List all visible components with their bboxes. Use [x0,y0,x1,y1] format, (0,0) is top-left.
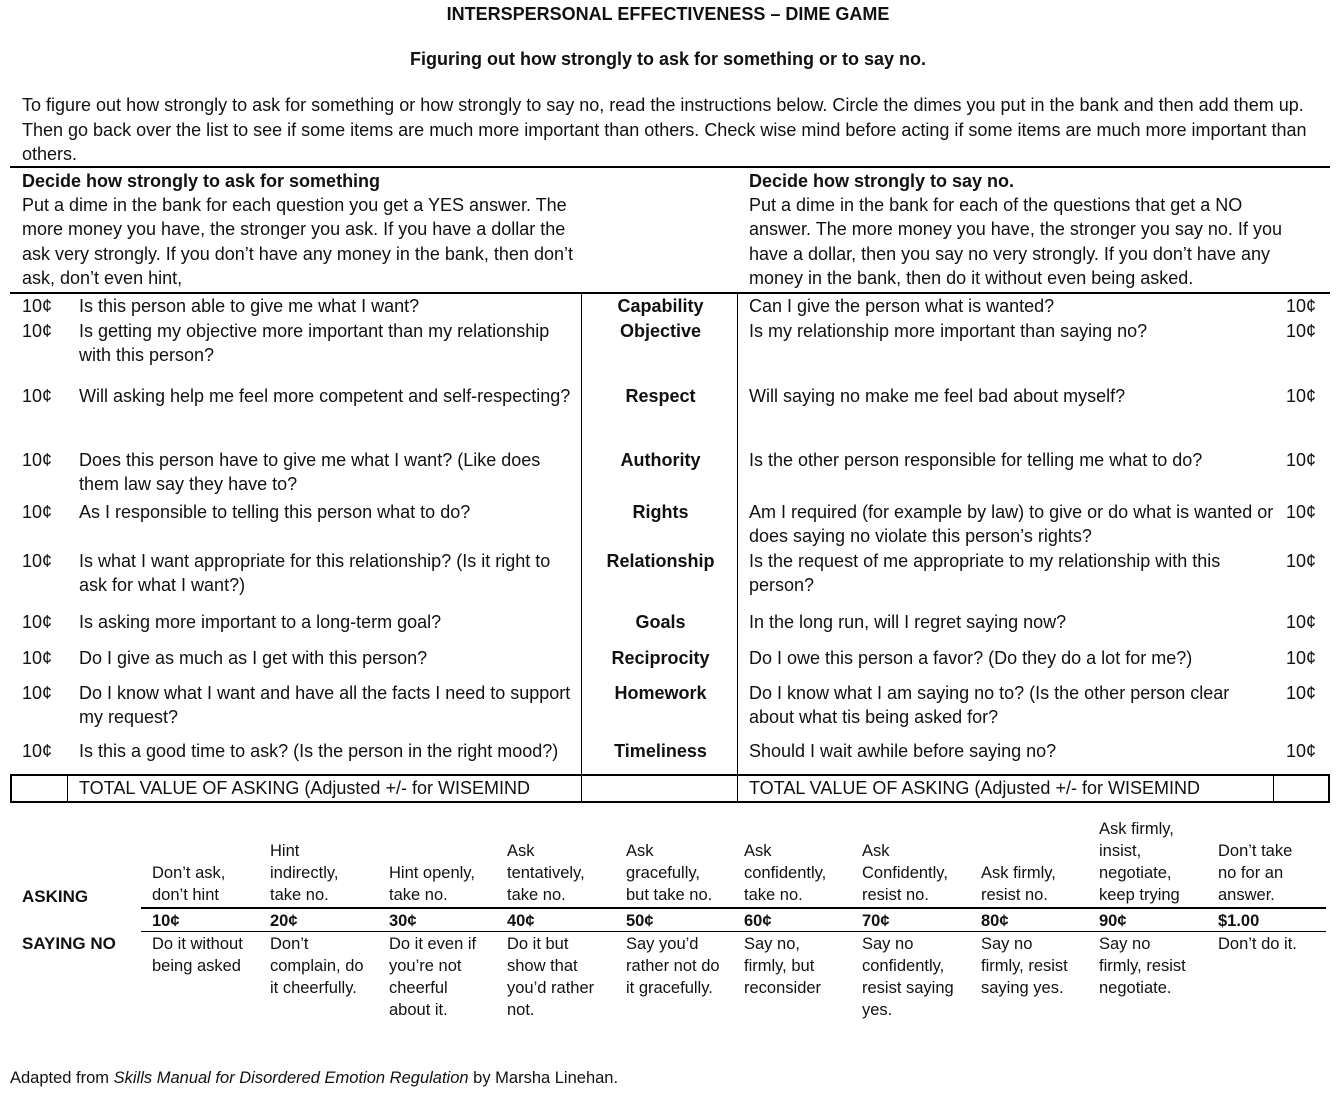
scale-asking-line: Don’t take [1218,842,1293,860]
scale-value: 30¢ [389,912,417,930]
ask-dime: 10¢ [22,450,53,470]
no-header [749,169,1304,290]
scale-asking-line: answer. [1218,886,1275,904]
no-dime: 10¢ [1286,741,1317,761]
no-question: Do I owe this person a favor? (Do they do a lot for me?) [749,648,1193,668]
scale-asking-line: Ask firmly, [1099,820,1174,838]
category-label: Objective [619,321,702,341]
scale-asking-line: insist, [1099,842,1142,860]
scale-asking-line: take no. [389,886,448,904]
scale-saying-no-line: about it. [389,1001,448,1019]
category-label: Rights [632,502,689,522]
category-label: Reciprocity [611,648,710,668]
page-subtitle: Figuring out how strongly to ask for something or to say no. [409,49,926,69]
ask-dime: 10¢ [22,551,53,571]
scale-top-rule [141,907,1326,909]
ask-question: Do I know what I want and have all the facts I need to support my request? [79,683,571,727]
scale-asking-line: take no. [507,886,566,904]
scale-asking-text [981,862,1056,906]
no-question: In the long run, will I regret saying now? [749,612,1067,632]
scale-saying-no-line: not. [507,1001,535,1019]
scale-saying-no-line: Say no [981,935,1033,953]
scale-saying-no-line: being asked [152,957,241,975]
scale-saying-no-line: Do it but [507,935,569,953]
category-label: Authority [620,450,701,470]
no-question: Is the other person responsible for telling me what to do? [749,450,1203,470]
total-right-label: TOTAL VALUE OF ASKING (Adjusted +/- for WISEMIND [749,778,1200,798]
scale-asking-line: tentatively, [507,864,585,882]
scale-asking-text [507,840,585,906]
ask-question: Is this a good time to ask? (Is the person in the right mood?) [79,741,559,761]
ask-dime: 10¢ [22,321,53,341]
category-label: Relationship [606,551,715,571]
scale-asking-line: keep trying [1099,886,1180,904]
no-header-heading: Decide how strongly to say no. [749,171,1015,191]
scale-asking-line: no for an [1218,864,1284,882]
scale-saying-no-text [389,933,476,1021]
scale-saying-no-line: saying yes. [981,979,1064,997]
scale-asking-line: confidently, [744,864,827,882]
scale-asking-line: Hint [270,842,300,860]
asking-row-label: ASKING [22,887,89,906]
no-dime: 10¢ [1286,648,1317,668]
no-dime: 10¢ [1286,296,1317,316]
scale-value: 60¢ [744,912,772,930]
no-dime: 10¢ [1286,450,1317,470]
scale-saying-no-line: resist saying [862,979,954,997]
scale-asking-text [389,862,475,906]
no-question: Am I required (for example by law) to give or do what is wanted or does saying no violate this person’s rights? [749,502,1274,546]
scale-asking-line: Ask [862,842,890,860]
scale-saying-no-text [152,933,243,977]
scale-saying-no-text [1218,933,1297,955]
scale-saying-no-line: cheerful [389,979,448,997]
ask-dime: 10¢ [22,683,53,703]
scale-saying-no-line: Say no, [744,935,800,953]
intro-paragraph: To figure out how strongly to ask for something or how strongly to say no, read the instructions below. Circle the dimes you put in the bank and then add them up. Then go back over the list to see if some items are much more important than others. Check wise mind before acting if some items are much more important than others. [22,95,1307,164]
ask-dime: 10¢ [22,502,53,522]
category-label: Timeliness [614,741,707,761]
scale-saying-no-line: negotiate. [1099,979,1172,997]
scale-asking-text [626,840,712,906]
ask-question: Will asking help me feel more competent and self-respecting? [79,386,571,406]
total-left-label: TOTAL VALUE OF ASKING (Adjusted +/- for WISEMIND [79,778,530,798]
scale-asking-line: negotiate, [1099,864,1172,882]
scale-saying-no-text [862,933,954,1021]
attribution-book-title: Skills Manual for Disordered Emotion Regulation [113,1069,469,1087]
ask-question: As I responsible to telling this person what to do? [79,502,471,522]
scale-value: 50¢ [626,912,654,930]
scale-bottom-rule [141,931,1326,932]
scale-saying-no-line: firmly, but [744,957,815,975]
scale-value: 70¢ [862,912,890,930]
scale-asking-line: take no. [270,886,329,904]
no-question: Is the request of me appropriate to my relationship with this person? [749,551,1221,595]
scale-value: 40¢ [507,912,535,930]
ask-header [22,169,582,290]
scale-saying-no-line: Don’t [270,935,309,953]
total-left-cell-divider [67,774,68,801]
ask-question: Is asking more important to a long-term goal? [79,612,442,632]
category-label: Respect [625,386,696,406]
ask-dime: 10¢ [22,741,53,761]
scale-saying-no-text [626,933,720,999]
no-header-description: Put a dime in the bank for each of the questions that get a NO answer. The more money you have, the stronger you say no. If you have a dollar, then you say no very strongly. If you don’t have any money in the bank, then do it without even being asked. [749,195,1282,288]
scale-saying-no-line: Say no [1099,935,1151,953]
scale-saying-no-line: complain, do [270,957,364,975]
ask-dime: 10¢ [22,386,53,406]
no-dime: 10¢ [1286,321,1317,341]
scale-asking-line: but take no. [626,886,713,904]
column-divider-left [581,293,582,801]
no-question: Will saying no make me feel bad about myself? [749,386,1126,406]
scale-value: 20¢ [270,912,298,930]
scale-asking-line: Ask [744,842,772,860]
scale-asking-text [744,840,826,906]
no-question: Should I wait awhile before saying no? [749,741,1057,761]
scale-saying-no-line: Do it even if [389,935,477,953]
column-divider-right [737,293,738,801]
ask-header-heading: Decide how strongly to ask for something [22,171,381,191]
no-question: Do I know what I am saying no to? (Is the other person clear about what tis being asked for? [749,683,1230,727]
scale-saying-no-line: yes. [862,1001,893,1019]
scale-value: 10¢ [152,912,180,930]
scale-asking-line: indirectly, [270,864,339,882]
scale-asking-line: Ask [507,842,535,860]
no-dime: 10¢ [1286,683,1317,703]
scale-saying-no-line: firmly, resist [981,957,1068,975]
scale-saying-no-line: firmly, resist [1099,957,1186,975]
scale-saying-no-line: Don’t do it. [1218,935,1297,953]
scale-saying-no-line: reconsider [744,979,822,997]
scale-asking-line: Ask firmly, [981,864,1056,882]
ask-header-description: Put a dime in the bank for each question you get a YES answer. The more money you have, the stronger you ask. If you have a dollar the ask very strongly. If you don’t have any money in the bank, then don’t ask, don’t even hint, [22,195,573,288]
category-label: Homework [614,683,707,703]
ask-question: Does this person have to give me what I want? (Like does them law say they have to? [79,450,541,494]
category-label: Goals [635,612,686,632]
scale-saying-no-line: you’re not [389,957,462,975]
no-question: Is my relationship more important than saying no? [749,321,1148,341]
scale-asking-line: Hint openly, [389,864,475,882]
scale-saying-no-text [270,933,364,999]
ask-dime: 10¢ [22,612,53,632]
scale-asking-line: Don’t ask, [152,864,226,882]
scale-asking-text [862,840,948,906]
scale-saying-no-line: show that [507,957,578,975]
scale-saying-no-text [981,933,1068,999]
scale-value: $1.00 [1218,912,1260,930]
scale-saying-no-line: confidently, [862,957,945,975]
scale-asking-line: resist no. [981,886,1048,904]
total-right-cell-divider [1273,774,1274,801]
ask-dime: 10¢ [22,296,53,316]
scale-saying-no-line: you’d rather [507,979,595,997]
scale-value: 80¢ [981,912,1009,930]
no-dime: 10¢ [1286,551,1317,571]
ask-question: Do I give as much as I get with this person? [79,648,428,668]
scale-asking-line: Confidently, [862,864,948,882]
header-top-rule [10,166,1330,168]
scale-saying-no-text [1099,933,1186,999]
ask-question: Is what I want appropriate for this relationship? (Is it right to ask for what I want?) [79,551,551,595]
scale-saying-no-text [744,933,821,999]
scale-value: 90¢ [1099,912,1127,930]
scale-saying-no-line: rather not do [626,957,720,975]
scale-asking-line: take no. [744,886,803,904]
scale-saying-no-line: it cheerfully. [270,979,357,997]
scale-saying-no-text [507,933,594,1021]
ask-question: Is this person able to give me what I want? [79,296,420,316]
no-dime: 10¢ [1286,612,1317,632]
scale-asking-line: resist no. [862,886,929,904]
saying-no-row-label: SAYING NO [22,934,116,953]
scale-asking-line: don’t hint [152,886,219,904]
page-title: INTERSPERSONAL EFFECTIVENESS – DIME GAME [446,4,890,24]
scale-asking-text [1218,840,1292,906]
scale-asking-line: gracefully, [626,864,700,882]
scale-asking-text [270,840,338,906]
scale-saying-no-line: Do it without [152,935,243,953]
no-question: Can I give the person what is wanted? [749,296,1055,316]
attribution-suffix: by Marsha Linehan. [468,1069,619,1087]
ask-question: Is getting my objective more important than my relationship with this person? [79,321,550,365]
scale-asking-text [1099,818,1180,906]
scale-saying-no-line: Say no [862,935,914,953]
no-dime: 10¢ [1286,386,1317,406]
ask-dime: 10¢ [22,648,53,668]
scale-asking-text [152,862,225,906]
no-dime: 10¢ [1286,502,1317,522]
attribution-prefix: Adapted from [10,1069,114,1087]
attribution [10,1066,618,1090]
scale-asking-line: Ask [626,842,654,860]
scale-saying-no-line: Say you’d [626,935,699,953]
scale-saying-no-line: it gracefully. [626,979,713,997]
category-label: Capability [617,296,704,316]
